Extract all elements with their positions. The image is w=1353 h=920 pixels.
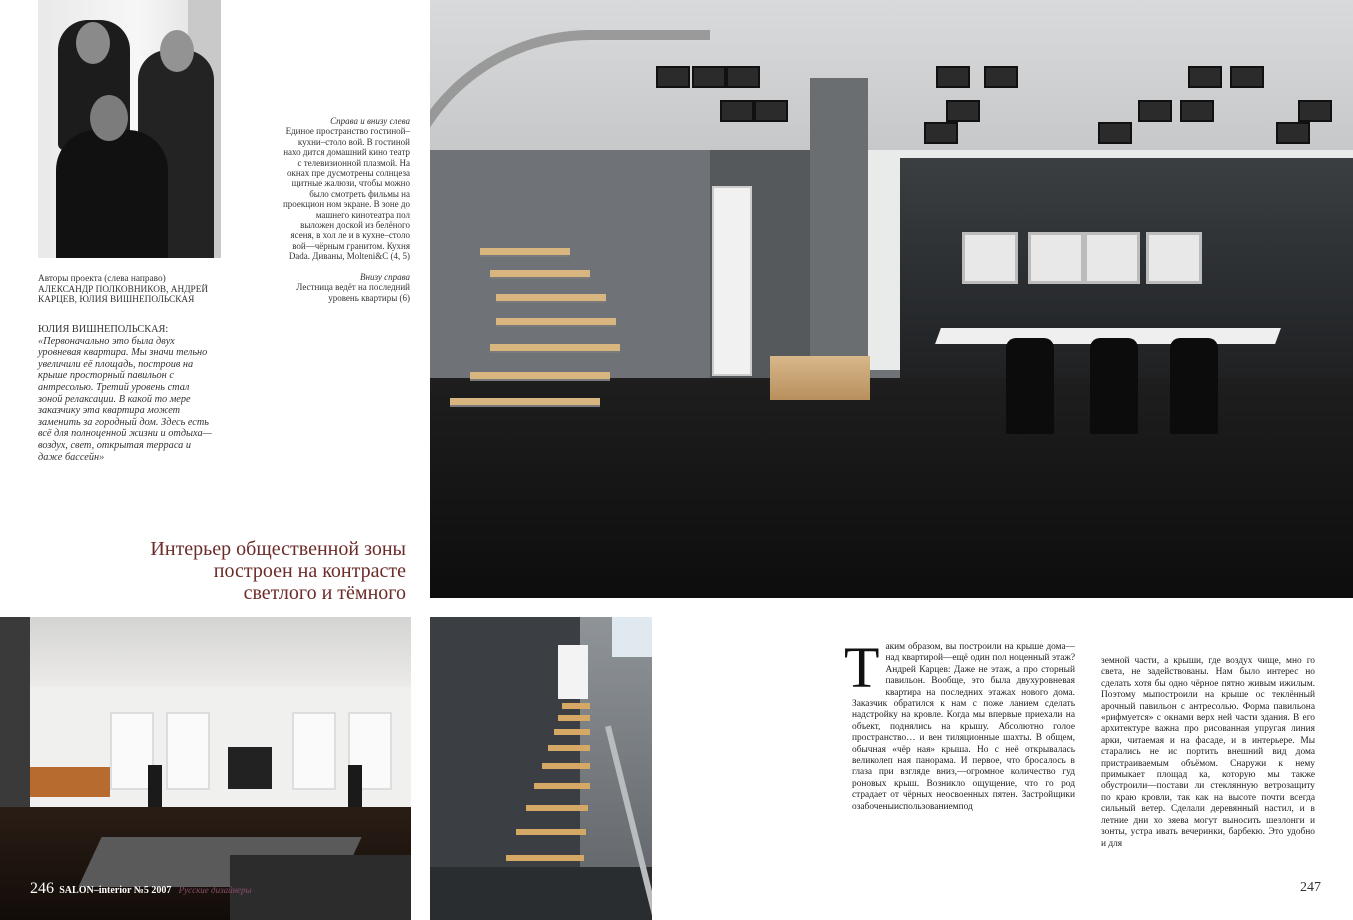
article-column-1: [844, 635, 1075, 813]
headline-line-1: Интерьер общественной зоны: [150, 538, 406, 560]
authors-caption-label: Авторы проекта (слева направо): [38, 274, 166, 284]
designer-quote: [38, 324, 214, 463]
headline-line-3: светлого и тёмного: [243, 582, 406, 604]
quote-text: «Первоначально это была двух уровневая квартира. Мы значи тельно увеличили её площадь, построив на крыше просторный павильон с антресолью. Третий уровень стал зоной релаксации. В какой то мере заказчику эта квартира может заменить за городный дом. Здесь есть всё для полноценной жизни и отдыха— воздух, свет, открытая терраса и даже бассейн»: [38, 335, 212, 463]
article-column-2-text: земной части, а крыши, где воздух чище, мно го света, не задействованы. Нам было интерес но сделать хотя бы одно чёрное пятно живым ижилым. Поэтому мыпостроили на крыше ос теклённый арочный павильон с антресолью. Форма павильона «рифмуется» с окнами верх ней части здания. В его архитектуре важна про рисованная упругая линия арки, читаемая и на фасаде, и в интерьере. Мы старались не ис портить внешний вид дома пристраиваемым объёмом. Снаружи к нему примыкает площад ка, которую мы также обустроили—постави ли стеклянную ветрозащиту по краю кровли, так как на высоте почти всегда сильный ветер. Сделали деревянный настил, и в летние дни хо зяева могут выносить шезлонги и зонты, устра ивать вечеринки, барбекю. Это удобно и для: [1101, 656, 1315, 849]
headline-line-2: построен на контрасте: [213, 560, 406, 582]
living-room-photo: [0, 617, 411, 920]
article-headline: [100, 538, 406, 604]
photo-caption-body-2: Лестница ведёт на последний уровень квартиры (6): [296, 282, 410, 303]
staircase-photo: [430, 617, 652, 920]
page-number-left: 246: [30, 880, 54, 897]
article-column-2: [1101, 656, 1315, 850]
photo-caption-heading-2: Внизу справа: [360, 271, 410, 282]
authors-portrait-photo: [38, 0, 221, 258]
main-interior-photo: [430, 0, 1353, 598]
photo-caption-heading-1: Справа и внизу слева: [330, 116, 410, 126]
photo-caption: [280, 116, 410, 303]
article-column-1-text: аким образом, вы построили на крыше дома—над квартирой—ещё один пол ноценный этаж? Андрей Карцев: Даже не этаж, а про сторный павильон. Вообще, это была двухуровневая квартира на последних этажах нового дома. Заказчик обратился к нам с поже ланием сделать надстройку на кровле. Когда мы впервые приехали на объект, поднялись на крышу. Абсолютно голое пространство… и вен тиляционные шахты. В общем, обычная «чёр ная» крыша. Но с неё открывалась великолеп ная панорама. И первое, что бросалось в глаза при взгляде вниз,—огромное количество гуд роновых крыш. Возникло ощущение, что го род страдает от чёрных неосвоенных пятен. Застройщики озабоченыиспользованиемпод: [852, 642, 1075, 812]
authors-caption: [38, 274, 238, 306]
authors-caption-names: АЛЕКСАНДР ПОЛКОВНИКОВ, АНДРЕЙ КАРЦЕВ, ЮЛИЯ ВИШНЕПОЛЬСКАЯ: [38, 284, 209, 306]
quote-speaker: ЮЛИЯ ВИШНЕПОЛЬСКАЯ:: [38, 324, 169, 335]
drop-cap: Т: [844, 635, 880, 700]
photo-caption-body-1: Единое пространство гостиной–кухни–столо вой. В гостиной нахо дится домашний кино театр с телевизионной плазмой. На окнах пре дусмотрены солнцеза щитные жалюзи, чтобы можно было смотреть фильмы на проекцион ном экране. В зоне до машнего кинотеатра пол выложен доской из белёного ясеня, в хол ле и в кухне–столо вой—чёрным гранитом. Кухня Dada. Диваны, Molteni&C (4, 5): [282, 126, 410, 262]
section-name: Русские дизайнеры: [178, 885, 252, 895]
folio-left: [30, 880, 252, 898]
page-number-right: 247: [1300, 880, 1321, 895]
magazine-name: SALON–interior №5 2007: [59, 885, 172, 896]
